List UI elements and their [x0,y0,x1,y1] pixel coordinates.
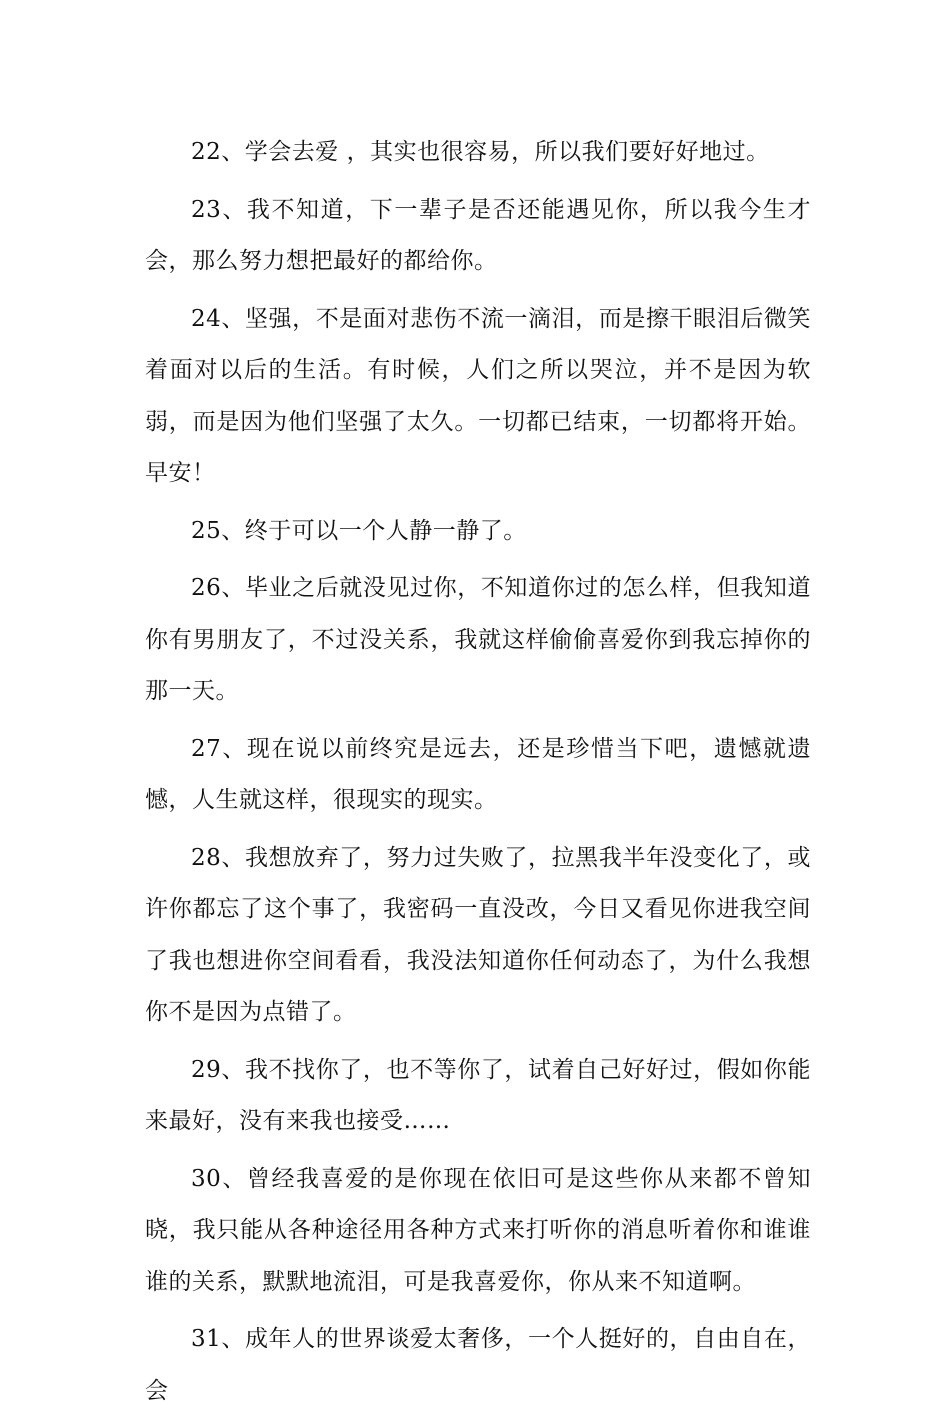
document-page [145,127,811,1423]
paragraph-25: 25、终于可以一个人静一静了。 [191,517,527,544]
paragraph-31: 31、成年人的世界谈爱太奢侈，一个人挺好的，自由自在，会 [145,1326,811,1404]
paragraph-27: 27、现在说以前终究是远去，还是珍惜当下吧，遗憾就遗憾，人生就这样，很现实的现实。 [145,735,811,813]
paragraph-24: 24、坚强，不是面对悲伤不流一滴泪，而是擦干眼泪后微笑着面对以后的生活。有时候，人们之所以哭泣，并不是因为软弱，而是因为他们坚强了太久。一切都已结束，一切都将开始。早安！ [145,305,811,486]
paragraph-29: 29、我不找你了，也不等你了，试着自己好好过，假如你能来最好，没有来我也接受…… [145,1056,811,1134]
paragraph-23: 23、我不知道，下一辈子是否还能遇见你，所以我今生才会，那么努力想把最好的都给你。 [145,196,811,274]
paragraph-30: 30、曾经我喜爱的是你现在依旧可是这些你从来都不曾知晓，我只能从各种途径用各种方式来打听你的消息听着你和谁谁谁的关系，默默地流泪，可是我喜爱你，你从来不知道啊。 [145,1165,811,1295]
paragraph-22: 22、学会去爱 ，其实也很容易，所以我们要好好地过。 [191,139,770,165]
paragraph-28: 28、我想放弃了，努力过失败了，拉黑我半年没变化了，或许你都忘了这个事了，我密码一直没改，今日又看见你进我空间了我也想进你空间看看，我没法知道你任何动态了，为什么我想你不是因为点错了。 [145,844,811,1025]
paragraph-26: 26、毕业之后就没见过你，不知道你过的怎么样，但我知道你有男朋友了，不过没关系，我就这样偷偷喜爱你到我忘掉你的那一天。 [145,575,811,704]
